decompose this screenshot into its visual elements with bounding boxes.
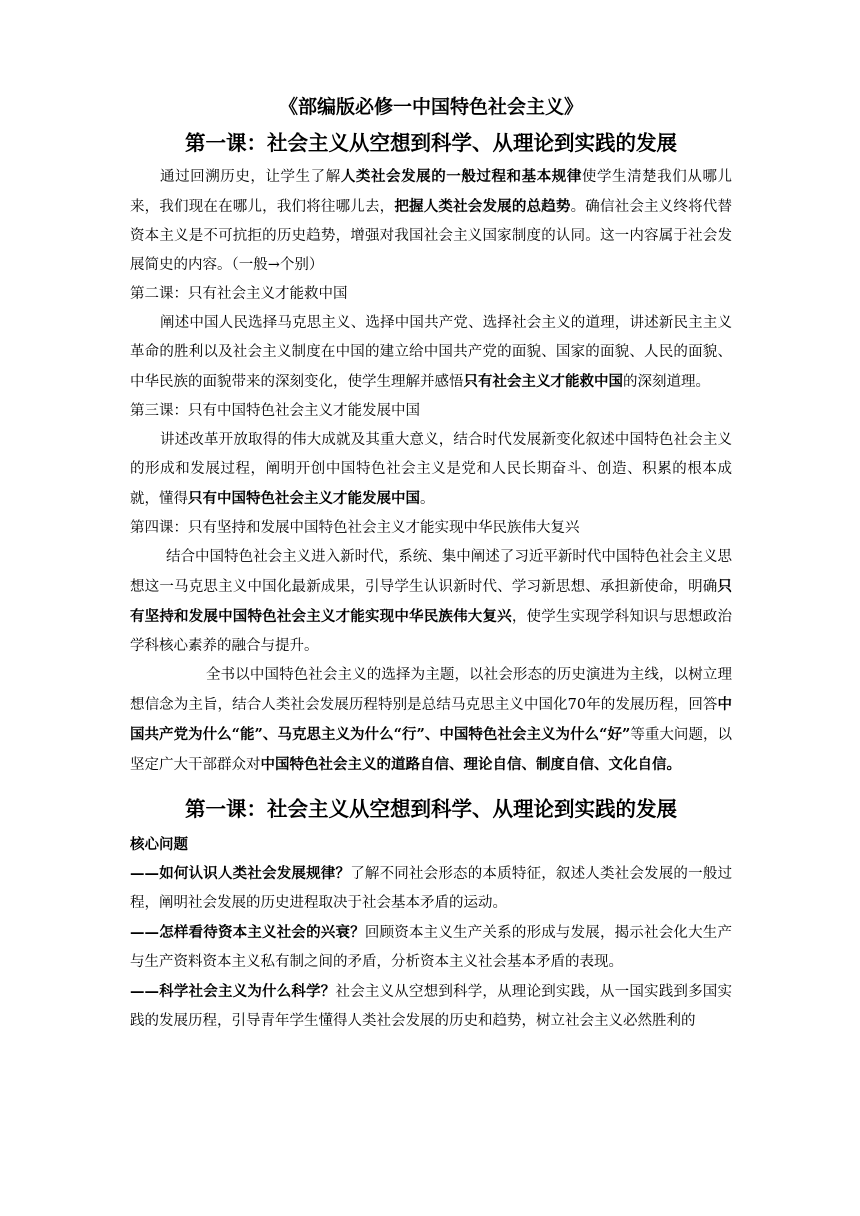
summary-text-2: 等重大问题，以坚定广大干部群众对 — [130, 727, 732, 773]
question-answer: 回顾资本主义生产关系的形成与发展，揭示社会化大生产与生产资料资本主义私有制之间的矛盾，分析资本主义社会基本矛盾的表现。 — [130, 925, 733, 970]
question-title: ——怎样看待资本主义社会的兴衰？ — [130, 924, 365, 941]
document-title: 《部编版必修一中国特色社会主义》 — [278, 96, 583, 118]
summary-bold-1: 中国共产党为什么“能”、马克思主义为什么“行”、中国特色社会主义为什么“好” — [130, 696, 732, 743]
lesson2-text-2: 的深刻道理。 — [623, 374, 710, 390]
lesson1-intro-bold-2: 把握人类社会发展的总趋势 — [394, 198, 571, 215]
lesson4-text-1: 结合中国特色社会主义进入新时代，系统、集中阐述了习近平新时代中国特色社会主义思想这一马克思主义中国化最新成果，引导学生认识新时代、学习新思想、承担新使命，明确 — [130, 549, 732, 595]
summary-text-1: 全书以中国特色社会主义的选择为主题，以社会形态的历史演进为主线，以树立理想信念为主旨，结合人类社会发展历程特别是总结马克思主义中国化70年的发展历程，回答 — [130, 667, 732, 713]
lesson1-intro-text-2: 使学生清楚我们从哪儿来，我们现在在哪儿，我们将往哪儿去， — [130, 169, 733, 215]
question-answer: 了解不同社会形态的本质特征，叙述人类社会发展的一般过程，阐明社会发展的历史进程取决于社会基本矛盾的运动。 — [130, 866, 733, 911]
lesson4-paragraph — [130, 543, 732, 661]
core-questions-label: 核心问题 — [130, 836, 188, 853]
lesson3-bold-1: 只有中国特色社会主义才能发展中国 — [188, 490, 420, 507]
lesson3-paragraph — [130, 426, 732, 514]
lesson3-text-2: 。 — [420, 491, 435, 507]
lesson1-intro-text-1: 通过回溯历史，让学生了解 — [160, 169, 341, 185]
lesson1-heading-repeat: 第一课：社会主义从空想到科学、从理论到实践的发展 — [185, 797, 677, 821]
document-page — [130, 92, 732, 1036]
lesson2-text-1: 阐述中国人民选择马克思主义、选择中国共产党、选择社会主义的道理，讲述新民主主义革命的胜利以及社会主义制度在中国的建立给中国共产党的面貌、国家的面貌、人民的面貌、中华民族的面貌带来的深刻变化，使学生理解并感悟 — [130, 315, 732, 390]
question-item — [130, 977, 732, 1036]
lesson4-text-2: ，使学生实现学科知识与思想政治学科核心素养的融合与提升。 — [130, 609, 732, 654]
question-item — [130, 859, 732, 918]
summary-bold-2: 中国特色社会主义的道路自信、理论自信、制度自信、文化自信。 — [260, 756, 681, 773]
lesson1-intro-bold-1: 人类社会发展的一般过程和基本规律 — [340, 168, 582, 185]
lesson2-heading: 第二课：只有社会主义才能救中国 — [130, 286, 348, 302]
question-title: ——如何认识人类社会发展规律？ — [130, 865, 351, 882]
lesson1-intro-paragraph — [130, 162, 732, 280]
summary-paragraph — [130, 661, 732, 780]
lesson2-bold-1: 只有社会主义才能救中国 — [463, 373, 623, 390]
lesson1-intro-text-3: 。确信社会主义终将代替资本主义是不可抗拒的历史趋势，增强对我国社会主义国家制度的认同。这一内容属于社会发展简史的内容。（一般→个别） — [130, 199, 732, 273]
lesson4-heading: 第四课：只有坚持和发展中国特色社会主义才能实现中华民族伟大复兴 — [130, 520, 580, 536]
question-item — [130, 918, 732, 977]
lesson4-bold-1: 只有坚持和发展中国特色社会主义才能实现中华民族伟大复兴 — [130, 578, 732, 625]
question-title: ——科学社会主义为什么科学？ — [130, 983, 336, 1000]
lesson1-heading: 第一课：社会主义从空想到科学、从理论到实践的发展 — [185, 131, 677, 155]
lesson3-heading: 第三课：只有中国特色社会主义才能发展中国 — [130, 403, 420, 419]
question-answer: 社会主义从空想到科学，从理论到实践，从一国实践到多国实践的发展历程，引导青年学生懂得人类社会发展的历史和趋势，树立社会主义必然胜利的 — [130, 984, 732, 1029]
lesson2-paragraph — [130, 309, 732, 397]
lesson3-text-1: 讲述改革开放取得的伟大成就及其重大意义，结合时代发展新变化叙述中国特色社会主义的形成和发展过程，阐明开创中国特色社会主义是党和人民长期奋斗、创造、积累的根本成就，懂得 — [130, 432, 732, 507]
